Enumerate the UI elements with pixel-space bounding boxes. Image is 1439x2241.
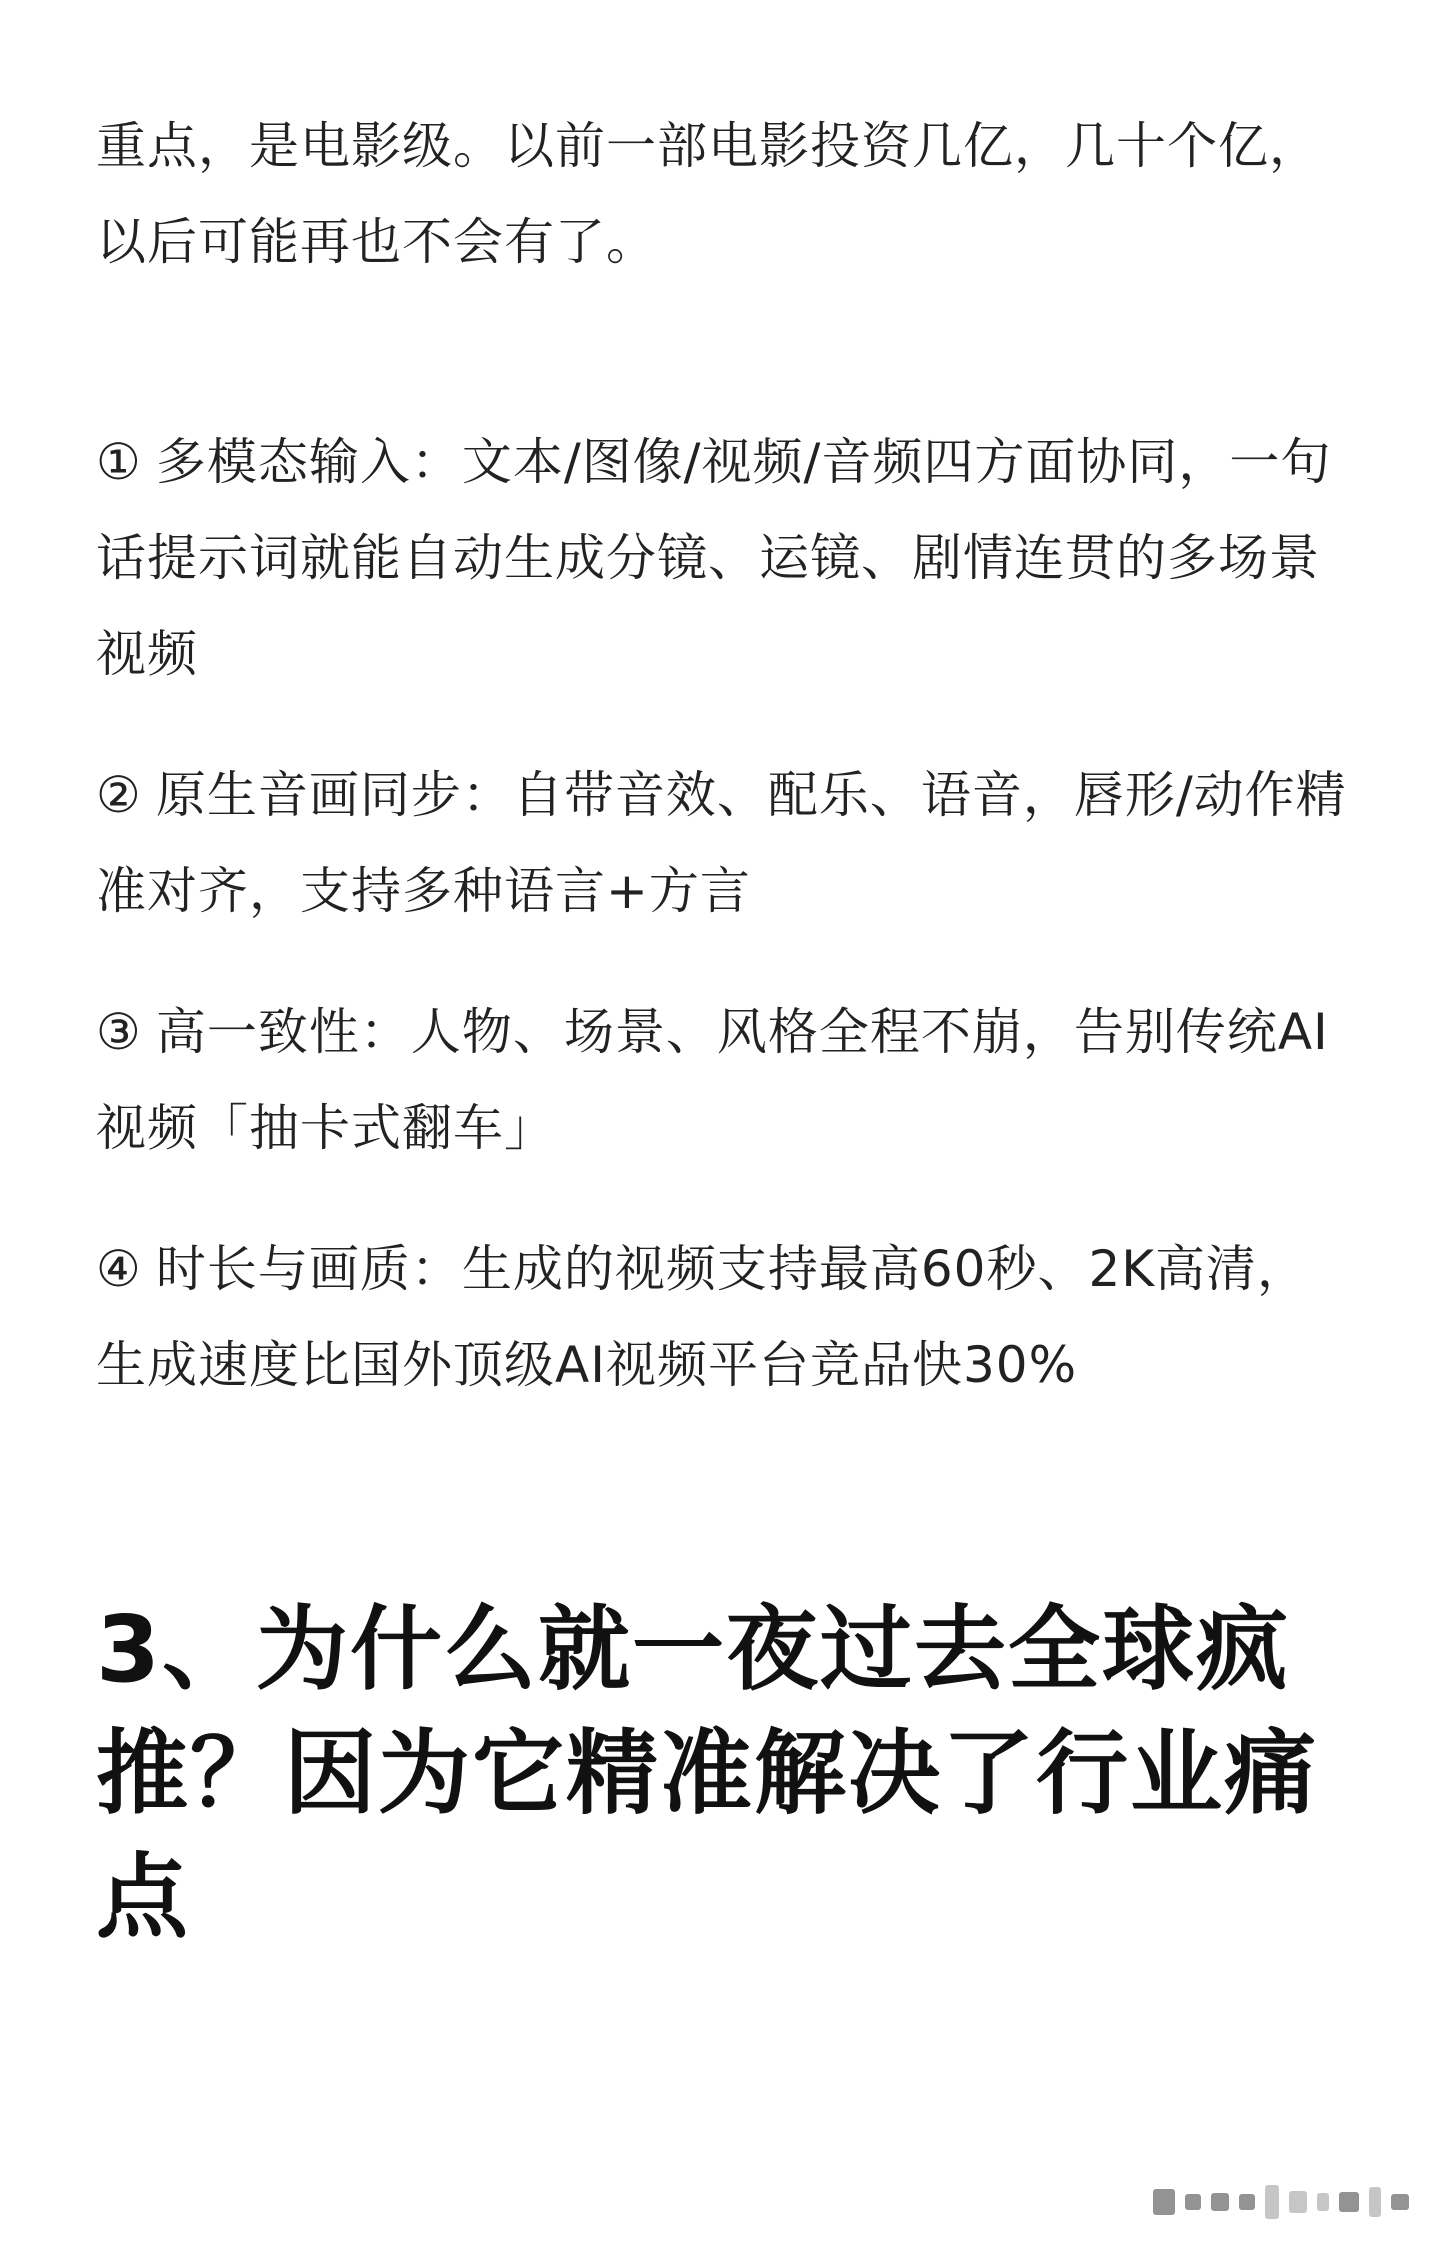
watermark-mark xyxy=(1265,2185,1279,2219)
article-body xyxy=(96,98,1356,1960)
feature-number: ① xyxy=(96,433,142,491)
intro-paragraph: 重点，是电影级。以前一部电影投资几亿，几十个亿，以后可能再也不会有了。 xyxy=(96,117,1320,271)
watermark-mark xyxy=(1239,2194,1255,2210)
watermark-mark xyxy=(1339,2192,1359,2212)
watermark-mark xyxy=(1153,2189,1175,2215)
feature-item-4 xyxy=(96,1221,1356,1413)
feature-text: 多模态输入：文本/图像/视频/音频四方面协同，一句话提示词就能自动生成分镜、运镜、剧情连贯的多场景视频 xyxy=(96,433,1332,683)
feature-item-1 xyxy=(96,414,1356,702)
watermark-mark xyxy=(1289,2191,1307,2213)
watermark-mark xyxy=(1211,2193,1229,2211)
feature-item-2 xyxy=(96,747,1356,939)
feature-text: 原生音画同步：自带音效、配乐、语音，唇形/动作精准对齐，支持多种语言+方言 xyxy=(96,766,1347,920)
watermark-mark xyxy=(1317,2193,1329,2211)
watermark-mark xyxy=(1369,2187,1381,2217)
watermark-pixelated xyxy=(1153,2185,1409,2219)
watermark-mark xyxy=(1391,2194,1409,2210)
feature-number: ② xyxy=(96,766,142,824)
watermark-mark xyxy=(1185,2194,1201,2210)
feature-item-3 xyxy=(96,984,1356,1176)
feature-number: ④ xyxy=(96,1240,142,1298)
section-heading: 3、为什么就一夜过去全球疯推？因为它精准解决了行业痛点 xyxy=(96,1596,1319,1951)
feature-list xyxy=(96,414,1356,1413)
feature-number: ③ xyxy=(96,1003,142,1061)
feature-text: 时长与画质：生成的视频支持最高60秒、2K高清，生成速度比国外顶级AI视频平台竞品快30% xyxy=(96,1240,1309,1394)
feature-text: 高一致性：人物、场景、风格全程不崩，告别传统AI视频「抽卡式翻车」 xyxy=(96,1003,1329,1157)
